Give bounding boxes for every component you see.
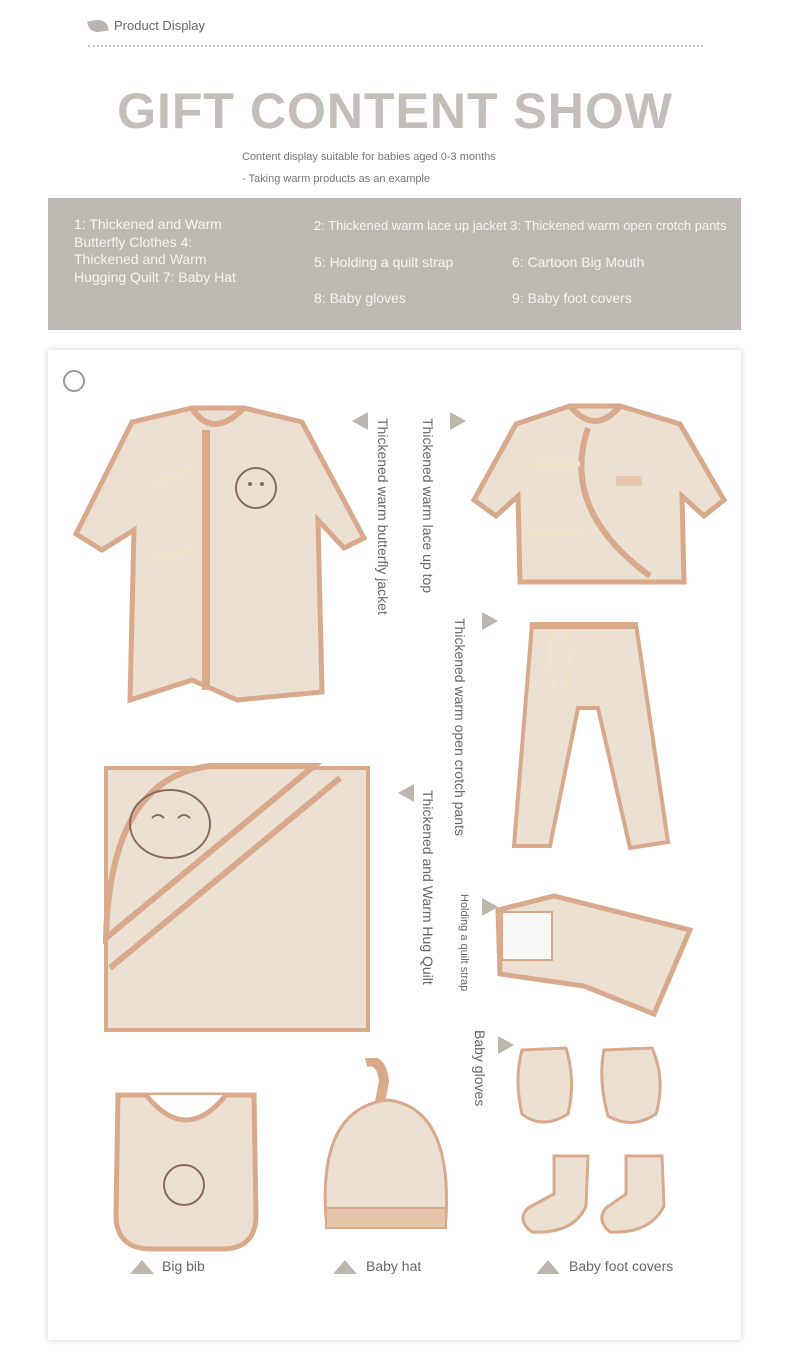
contents-item-6: 6: Cartoon Big Mouth bbox=[512, 254, 645, 270]
label-lace-top: Thickened warm lace up top bbox=[420, 418, 436, 594]
arrow-left-icon bbox=[352, 412, 368, 430]
contents-item-9: 9: Baby foot covers bbox=[512, 290, 632, 306]
label-quilt-strap: Holding a quilt strap bbox=[458, 894, 470, 992]
arrow-right-icon bbox=[482, 612, 498, 630]
pin-icon bbox=[63, 370, 85, 392]
label-hug-quilt: Thickened and Warm Hug Quilt bbox=[420, 790, 436, 985]
section-tag-label: Product Display bbox=[114, 18, 206, 33]
contents-item-8: 8: Baby gloves bbox=[314, 290, 406, 306]
label-foot-covers: Baby foot covers bbox=[569, 1258, 674, 1274]
contents-item-2: 2: Thickened warm lace up jacket bbox=[314, 218, 507, 233]
arrow-right-icon bbox=[450, 412, 466, 430]
quilt-strap-image bbox=[494, 890, 694, 1020]
arrow-up-icon bbox=[333, 1260, 357, 1274]
butterfly-jacket-image bbox=[72, 400, 368, 705]
contents-bar bbox=[48, 198, 741, 330]
hug-quilt-image bbox=[100, 758, 374, 1034]
dotted-divider bbox=[88, 45, 703, 47]
section-tag bbox=[88, 18, 205, 33]
hat-image bbox=[318, 1058, 456, 1238]
lace-top-image bbox=[470, 400, 728, 590]
page-title: GIFT CONTENT SHOW bbox=[117, 83, 673, 139]
arrow-up-icon bbox=[536, 1260, 560, 1274]
label-gloves: Baby gloves bbox=[472, 1030, 488, 1107]
subtitle-line-1: Content display suitable for babies aged 0-3 months bbox=[242, 151, 496, 163]
label-butterfly-jacket: Thickened warm butterfly jacket bbox=[375, 418, 391, 615]
contents-left-block: 1: Thickened and Warm Butterfly Clothes 4: Thickened and Warm Hugging Quilt 7: Baby Hat bbox=[74, 216, 236, 285]
contents-item-3: 3: Thickened warm open crotch pants bbox=[510, 218, 727, 233]
foot-covers-image bbox=[514, 1150, 674, 1242]
arrow-up-icon bbox=[130, 1260, 154, 1274]
arrow-left-icon bbox=[398, 784, 414, 802]
leaf-icon bbox=[87, 18, 108, 33]
subtitle-line-2: - Taking warm products as an example bbox=[242, 173, 431, 185]
open-crotch-pants-image bbox=[508, 618, 686, 856]
label-open-crotch-pants: Thickened warm open crotch pants bbox=[452, 618, 468, 836]
label-hat: Baby hat bbox=[366, 1258, 422, 1274]
gloves-image bbox=[512, 1040, 672, 1132]
bib-image bbox=[112, 1085, 260, 1253]
contents-item-5: 5: Holding a quilt strap bbox=[314, 254, 454, 270]
label-bib: Big bib bbox=[162, 1258, 205, 1274]
